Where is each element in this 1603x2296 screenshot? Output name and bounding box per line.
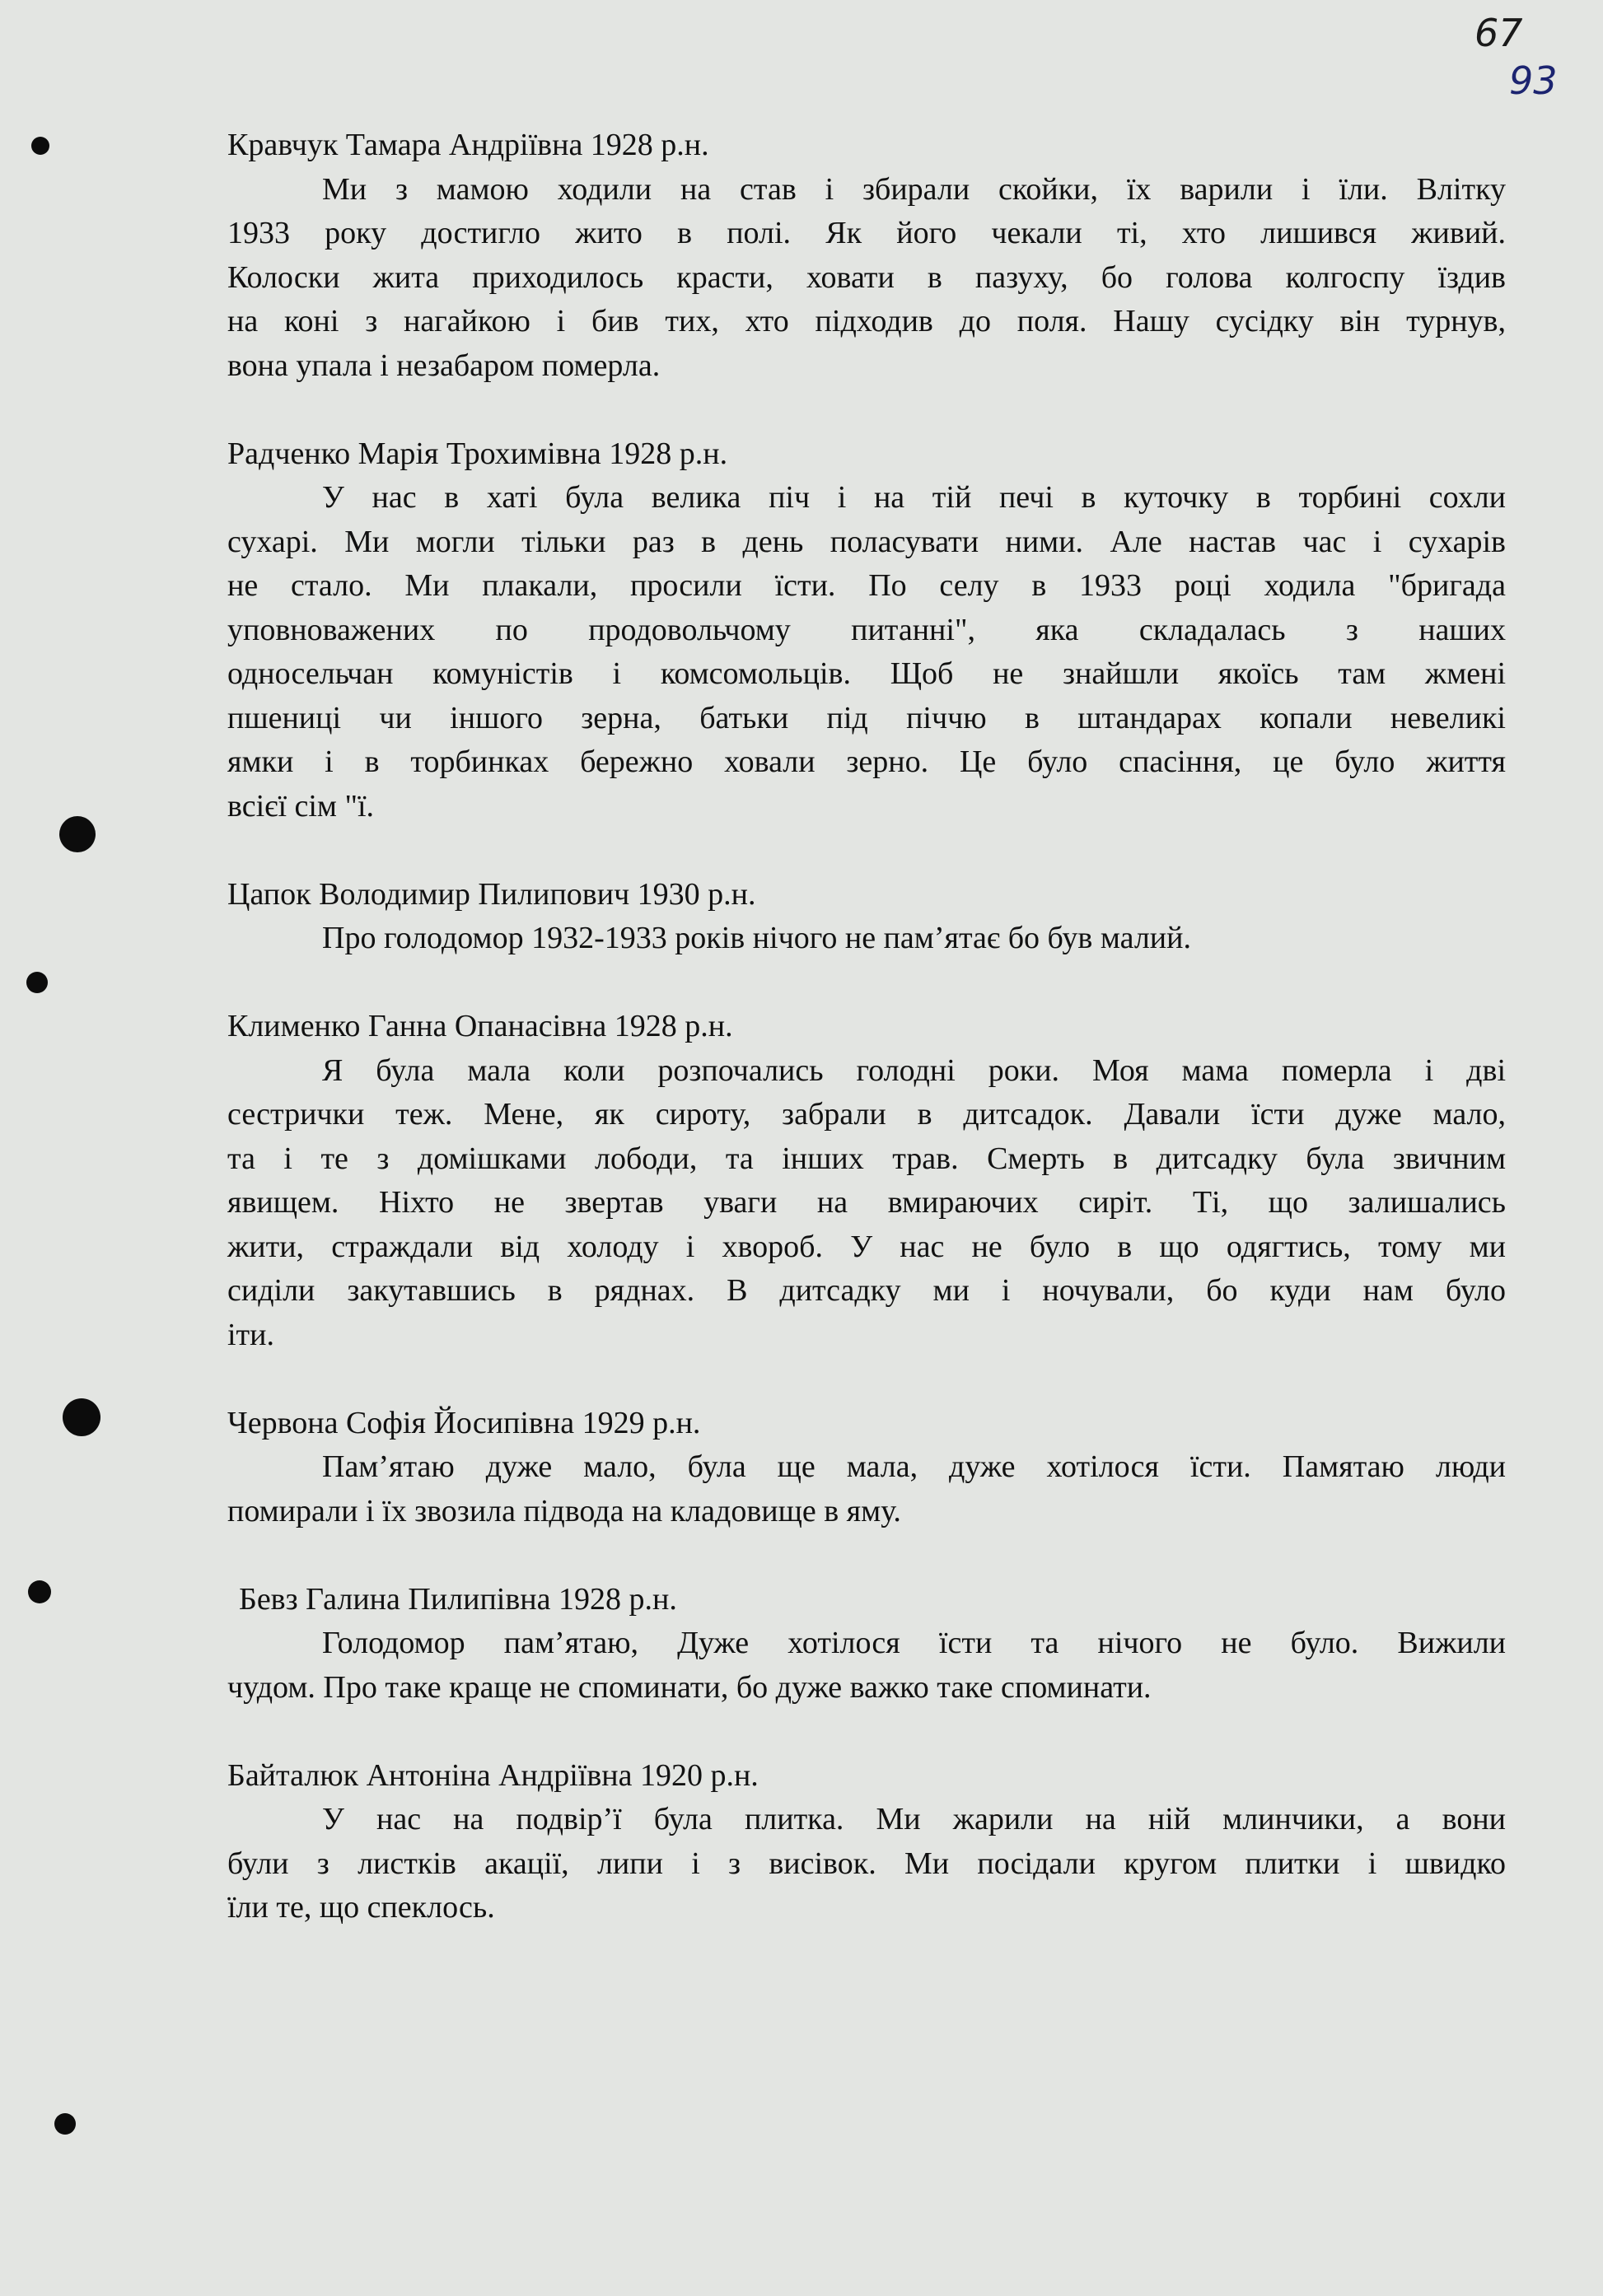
testimony-line: Про голодомор 1932-1933 років нічого не пам’ятає бо був малий. bbox=[322, 921, 1191, 955]
testimony-entry bbox=[227, 432, 1506, 829]
punch-hole bbox=[28, 1580, 51, 1603]
handwritten-page-number-old: 67 bbox=[1474, 11, 1523, 55]
testimony-line: вона упала і незабаром померла. bbox=[227, 348, 661, 383]
testimony-line: чудом. Про таке краще не споминати, бо дуже важко таке споминати. bbox=[227, 1669, 1152, 1705]
punch-hole bbox=[26, 972, 48, 993]
testimony-line: Колоски жита приходилось красти, ховати в пазуху, бо голова колгоспу їздив bbox=[227, 259, 1506, 295]
testimony-line: явищем. Ніхто не звертав уваги на вмираючих сиріт. Ті, що залишались bbox=[227, 1185, 1506, 1220]
testimony-line: жити, страждали від холоду і хвороб. У нас не було в що одягтись, тому ми bbox=[227, 1229, 1506, 1264]
witness-name-header: Кравчук Тамара Андріївна 1928 р.н. bbox=[227, 128, 709, 162]
testimony-line: помирали і їх звозила підвода на кладовище в яму. bbox=[227, 1493, 901, 1528]
testimony-line: були з листків акації, липи і з висівок. Ми посідали кругом плитки і швидко bbox=[227, 1846, 1506, 1881]
witness-name-header: Байталюк Антоніна Андріївна 1920 р.н. bbox=[227, 1757, 759, 1793]
testimony-line: сухарі. Ми могли тільки раз в день поласувати ними. Але настав час і сухарів bbox=[227, 524, 1506, 559]
testimony-entry bbox=[227, 1005, 1506, 1357]
testimony-line: сиділи закутавшись в ряднах. В дитсадку ми і ночували, бо куди нам було bbox=[227, 1273, 1506, 1308]
testimony-line: сестрички теж. Мене, як сироту, забрали в дитсадок. Давали їсти дуже мало, bbox=[227, 1097, 1506, 1132]
testimony-entry bbox=[227, 1754, 1506, 1930]
testimony-line: У нас на подвір’ї була плитка. Ми жарили на ній млинчики, а вони bbox=[322, 1802, 1506, 1836]
testimony-line: Ми з мамою ходили на став і збирали скойки, їх варили і їли. Влітку bbox=[322, 171, 1506, 207]
testimony-entry bbox=[227, 873, 1506, 961]
testimony-line: всієї сім "ї. bbox=[227, 788, 375, 824]
testimony-line: уповноважених по продовольчому питанні", яка складалась з наших bbox=[227, 612, 1506, 647]
handwritten-page-number-new: 93 bbox=[1509, 58, 1558, 103]
testimony-line: їли те, що спеклось. bbox=[227, 1890, 495, 1925]
witness-name-header: Радченко Марія Трохимівна 1928 р.н. bbox=[227, 436, 728, 471]
testimony-line: Я була мала коли розпочались голодні роки. Моя мама померла і дві bbox=[322, 1052, 1506, 1088]
punch-hole bbox=[59, 816, 96, 852]
testimony-line: 1933 року достигло жито в полі. Як його чекали ті, хто лишився живий. bbox=[227, 216, 1506, 250]
punch-hole bbox=[31, 137, 49, 155]
witness-name-header: Бевз Галина Пилипівна 1928 р.н. bbox=[239, 1581, 677, 1617]
testimony-line: та і те з домішками лободи, та інших трав. Смерть в дитсадку була звичним bbox=[227, 1141, 1506, 1176]
document-body bbox=[227, 124, 1506, 1974]
testimony-line: на коні з нагайкою і бив тих, хто підходив до поля. Нашу сусідку він турнув, bbox=[227, 304, 1506, 338]
punch-hole bbox=[63, 1398, 100, 1436]
witness-name-header: Клименко Ганна Опанасівна 1928 р.н. bbox=[227, 1009, 733, 1043]
witness-name-header: Червона Софія Йосипівна 1929 р.н. bbox=[227, 1405, 701, 1440]
testimony-line: пшениці чи іншого зерна, батьки під піччю в штандарах копали невеликі bbox=[227, 700, 1506, 735]
testimony-entry bbox=[227, 1578, 1506, 1710]
testimony-line: не стало. Ми плакали, просили їсти. По селу в 1933 році ходила "бригада bbox=[227, 568, 1506, 603]
testimony-line: односельчан комуністів і комсомольців. Щоб не знайшли якоїсь там жмені bbox=[227, 656, 1506, 691]
testimony-line: ямки і в торбинках бережно ховали зерно. Це було спасіння, це було життя bbox=[227, 744, 1506, 779]
witness-name-header: Цапок Володимир Пилипович 1930 р.н. bbox=[227, 876, 756, 912]
testimony-entry bbox=[227, 124, 1506, 388]
punch-hole bbox=[54, 2113, 76, 2135]
testimony-line: Пам’ятаю дуже мало, була ще мала, дуже хотілося їсти. Памятаю люди bbox=[322, 1449, 1506, 1484]
testimony-line: іти. bbox=[227, 1317, 274, 1352]
testimony-line: Голодомор пам’ятаю, Дуже хотілося їсти та нічого не було. Вижили bbox=[322, 1626, 1506, 1660]
testimony-entry bbox=[227, 1402, 1506, 1534]
testimony-line: У нас в хаті була велика піч і на тій печі в куточку в торбині сохли bbox=[322, 480, 1506, 515]
